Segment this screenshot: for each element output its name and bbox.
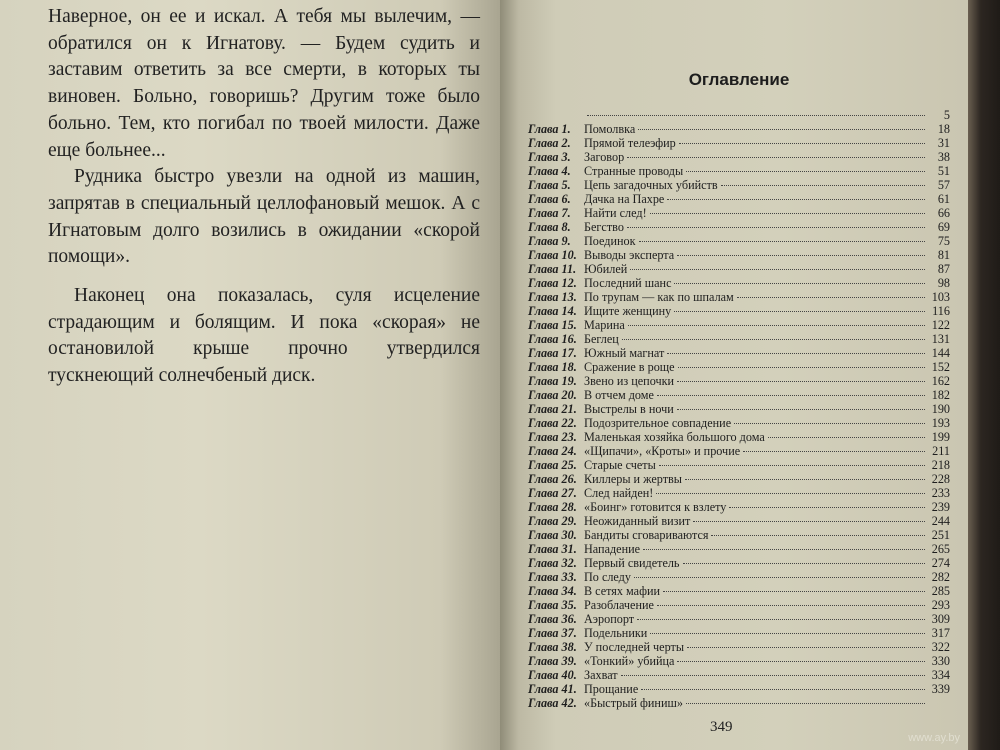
toc-entry xyxy=(528,220,950,234)
toc-page-number: 69 xyxy=(937,220,950,234)
toc-entry xyxy=(528,276,950,290)
toc-entry xyxy=(528,416,950,430)
toc-chapter-number: Глава 14. xyxy=(528,304,577,318)
toc-entry xyxy=(528,248,950,262)
toc-page-number: 116 xyxy=(932,304,950,318)
toc-chapter-title: Южный магнат xyxy=(584,346,665,360)
toc-chapter-title: У последней черты xyxy=(584,640,685,654)
toc-chapter-title: Разоблачение xyxy=(584,598,654,612)
toc-chapter-title: Заговор xyxy=(584,150,625,164)
toc-chapter-title: Помолвка xyxy=(584,122,636,136)
toc-entry xyxy=(528,346,950,360)
toc-entry xyxy=(528,430,950,444)
toc-entry xyxy=(528,374,950,388)
toc-chapter-number: Глава 23. xyxy=(528,430,577,444)
toc-chapter-title: Прямой телеэфир xyxy=(584,136,676,150)
toc-entry xyxy=(528,514,950,528)
toc-chapter-number: Глава 38. xyxy=(528,640,577,654)
toc-chapter-number: Глава 25. xyxy=(528,458,577,472)
toc-leader-dots xyxy=(667,199,925,200)
toc-chapter-number: Глава 3. xyxy=(528,150,571,164)
toc-leader-dots xyxy=(630,269,925,270)
toc-chapter-title: Звено из цепочки xyxy=(584,374,675,388)
toc-chapter-title: «Щипачи», «Кроты» и прочие xyxy=(584,444,741,458)
toc-entry xyxy=(528,696,950,710)
toc-leader-dots xyxy=(693,521,925,522)
toc-entry xyxy=(528,528,950,542)
toc-page-number: 330 xyxy=(931,654,950,668)
toc-page-number: 211 xyxy=(932,444,950,458)
toc-leader-dots xyxy=(677,255,925,256)
toc-chapter-number: Глава 27. xyxy=(528,486,577,500)
toc-chapter-title: Неожиданный визит xyxy=(584,514,691,528)
toc-chapter-title: Подозрительное совпадение xyxy=(584,416,732,430)
toc-page-number: 5 xyxy=(943,108,950,122)
toc-page-number: 103 xyxy=(931,290,950,304)
toc-chapter-number: Глава 16. xyxy=(528,332,577,346)
toc-chapter-number: Глава 29. xyxy=(528,514,577,528)
toc-page-number: 274 xyxy=(931,556,950,570)
toc-entry xyxy=(528,192,950,206)
toc-page-number: 317 xyxy=(931,626,950,640)
toc-chapter-title: Поединок xyxy=(584,234,636,248)
toc-leader-dots xyxy=(683,563,926,564)
toc-leader-dots xyxy=(657,605,925,606)
toc-chapter-number: Глава 6. xyxy=(528,192,571,206)
toc-chapter-number: Глава 22. xyxy=(528,416,577,430)
toc-chapter-number: Глава 26. xyxy=(528,472,577,486)
toc-chapter-number: Глава 11. xyxy=(528,262,577,276)
toc-chapter-number: Глава 31. xyxy=(528,542,577,556)
toc-entry xyxy=(528,570,950,584)
toc-entry xyxy=(528,598,950,612)
toc-entry xyxy=(528,136,950,150)
toc-page-number: 61 xyxy=(937,192,950,206)
toc-entry xyxy=(528,556,950,570)
toc-chapter-number: Глава 41. xyxy=(528,682,577,696)
toc-entry xyxy=(528,262,950,276)
toc-page-number: 309 xyxy=(931,612,950,626)
toc-leader-dots xyxy=(711,535,925,536)
toc-chapter-title: Первый свидетель xyxy=(584,556,680,570)
toc-page-number: 66 xyxy=(937,206,950,220)
toc-leader-dots xyxy=(638,129,925,130)
toc-chapter-number: Глава 33. xyxy=(528,570,577,584)
paragraph-2: Рудника быстро увезли на одной из машин, запрятав в специальный целлофановый мешок. А с Игнатовым долго возились в ожидании «скорой помощи». xyxy=(48,166,480,268)
toc-entry xyxy=(528,542,950,556)
toc-entry xyxy=(528,486,950,500)
toc-page-number: 228 xyxy=(931,472,950,486)
toc-page-number: 75 xyxy=(937,234,950,248)
paragraph-3: Наконец она показалась, суля исцеление страдающим и болящим. И пока «скорая» не остановилой крыше прочно утвердился тускнеющий солнечбеный диск. xyxy=(48,285,480,387)
page-number: 349 xyxy=(710,719,733,735)
toc-leader-dots xyxy=(659,465,925,466)
toc-chapter-title: В сетях мафии xyxy=(584,584,661,598)
toc-page-number: 144 xyxy=(931,346,950,360)
toc-entry xyxy=(528,122,950,136)
toc-page-number: 282 xyxy=(931,570,950,584)
toc-entry xyxy=(528,332,950,346)
toc-entry xyxy=(528,150,950,164)
toc-leader-dots xyxy=(657,395,925,396)
toc-entry xyxy=(528,234,950,248)
toc-page-number: 218 xyxy=(931,458,950,472)
toc-chapter-number: Глава 34. xyxy=(528,584,577,598)
toc-chapter-number: Глава 19. xyxy=(528,374,577,388)
toc-leader-dots xyxy=(627,227,925,228)
toc-chapter-title: По трупам — как по шпалам xyxy=(584,290,734,304)
toc-entry xyxy=(528,584,950,598)
toc-leader-dots xyxy=(628,325,925,326)
toc-chapter-title: «Боинг» готовится к взлету xyxy=(584,500,727,514)
toc-leader-dots xyxy=(679,143,925,144)
toc-chapter-title: Юбилей xyxy=(584,262,628,276)
toc-chapter-title: Беглец xyxy=(584,332,619,346)
toc-leader-dots xyxy=(663,591,925,592)
toc-leader-dots xyxy=(643,549,925,550)
toc-chapter-number: Глава 10. xyxy=(528,248,577,262)
toc-chapter-number: Глава 13. xyxy=(528,290,577,304)
toc-leader-dots xyxy=(686,171,925,172)
toc-page-number: 293 xyxy=(931,598,950,612)
toc-chapter-title: Ищите женщину xyxy=(584,304,672,318)
toc-chapter-number: Глава 30. xyxy=(528,528,577,542)
toc-chapter-number: Глава 20. xyxy=(528,388,577,402)
toc-chapter-number: Глава 37. xyxy=(528,626,577,640)
toc-entry xyxy=(528,108,950,122)
toc-chapter-title: Аэропорт xyxy=(584,612,635,626)
toc-chapter-number: Глава 24. xyxy=(528,444,577,458)
toc-page-number: 244 xyxy=(931,514,950,528)
toc-chapter-number: Глава 5. xyxy=(528,178,571,192)
toc-chapter-number: Глава 21. xyxy=(528,402,577,416)
toc-leader-dots xyxy=(685,479,925,480)
toc-entry xyxy=(528,472,950,486)
toc-page-number: 152 xyxy=(931,360,950,374)
toc-leader-dots xyxy=(667,353,925,354)
toc-entry xyxy=(528,388,950,402)
toc-chapter-title: Последний шанс xyxy=(584,276,672,290)
toc-chapter-number: Глава 40. xyxy=(528,668,577,682)
toc-leader-dots xyxy=(656,493,925,494)
toc-entry xyxy=(528,500,950,514)
toc-entry xyxy=(528,444,950,458)
toc-chapter-number: Глава 12. xyxy=(528,276,577,290)
toc-chapter-title: След найден! xyxy=(584,486,654,500)
toc-chapter-number: Глава 15. xyxy=(528,318,577,332)
toc-chapter-number: Глава 9. xyxy=(528,234,571,248)
toc-page-number: 38 xyxy=(937,150,950,164)
toc-entry xyxy=(528,458,950,472)
toc-chapter-title: По следу xyxy=(584,570,631,584)
toc-page-number: 51 xyxy=(937,164,950,178)
toc-entry xyxy=(528,360,950,374)
toc-chapter-number: Глава 32. xyxy=(528,556,577,570)
toc-chapter-number: Глава 36. xyxy=(528,612,577,626)
toc-leader-dots xyxy=(768,437,925,438)
paragraph-1: Наверное, он ее и искал. А тебя мы вылечим, — обратился он к Игнатову. — Будем судить и заставим ответить за все смерти, в которых ты виновен. Больно, говоришь? Другим тоже было больно. Тем, кто погибал по твоей милости. Даже еще больнее... xyxy=(48,6,480,161)
toc-leader-dots xyxy=(650,633,925,634)
toc-chapter-title: Сражение в роще xyxy=(584,360,675,374)
toc-page-number: 199 xyxy=(931,430,950,444)
toc-chapter-title: Выстрелы в ночи xyxy=(584,402,674,416)
toc-page-number: 339 xyxy=(931,682,950,696)
toc-chapter-title: Бегство xyxy=(584,220,624,234)
toc-entry xyxy=(528,178,950,192)
toc-page-number: 265 xyxy=(931,542,950,556)
toc-chapter-title: Бандиты сговариваются xyxy=(584,528,709,542)
toc-chapter-number: Глава 35. xyxy=(528,598,577,612)
toc-entry xyxy=(528,612,950,626)
toc-chapter-number: Глава 4. xyxy=(528,164,571,178)
book-cover-edge xyxy=(968,0,1000,750)
toc-chapter-title: Киллеры и жертвы xyxy=(584,472,682,486)
toc-leader-dots xyxy=(641,689,925,690)
toc-chapter-title: В отчем доме xyxy=(584,388,654,402)
toc-chapter-title: Старые счеты xyxy=(584,458,656,472)
toc-entry xyxy=(528,304,950,318)
toc-chapter-title: «Быстрый финиш» xyxy=(584,696,683,710)
toc-page-number: 87 xyxy=(937,262,950,276)
toc-chapter-title: Нападение xyxy=(584,542,641,556)
toc-entry xyxy=(528,626,950,640)
toc-leader-dots xyxy=(627,157,925,158)
toc-page-number: 98 xyxy=(937,276,950,290)
toc-entry xyxy=(528,682,950,696)
toc-chapter-number: Глава 28. xyxy=(528,500,577,514)
toc-page-number: 122 xyxy=(931,318,950,332)
toc-chapter-title: Выводы эксперта xyxy=(584,248,675,262)
toc-chapter-title: Странные проводы xyxy=(584,164,684,178)
toc-chapter-title: Марина xyxy=(584,318,625,332)
toc-page-number: 334 xyxy=(931,668,950,682)
right-page xyxy=(500,0,968,750)
toc-leader-dots xyxy=(737,297,925,298)
toc-page-number: 18 xyxy=(937,122,950,136)
toc-entry xyxy=(528,290,950,304)
toc-leader-dots xyxy=(686,703,925,704)
toc-leader-dots xyxy=(634,577,925,578)
toc-chapter-number: Глава 18. xyxy=(528,360,577,374)
toc-chapter-title: Найти след! xyxy=(584,206,647,220)
toc-leader-dots xyxy=(721,185,925,186)
toc-chapter-number: Глава 2. xyxy=(528,136,571,150)
toc-page-number: 285 xyxy=(931,584,950,598)
toc-leader-dots xyxy=(678,367,925,368)
watermark: www.ay.by xyxy=(908,732,960,744)
toc-title: Оглавление xyxy=(688,70,790,89)
toc-chapter-number: Глава 17. xyxy=(528,346,577,360)
toc-leader-dots xyxy=(587,115,925,116)
toc-page-number: 131 xyxy=(931,332,950,346)
toc-page-number: 31 xyxy=(937,136,950,150)
toc-chapter-title: Цепь загадочных убийств xyxy=(584,178,718,192)
toc-chapter-title: Подельники xyxy=(584,626,648,640)
toc-leader-dots xyxy=(743,451,925,452)
toc-entry xyxy=(528,640,950,654)
toc-leader-dots xyxy=(637,619,925,620)
toc-chapter-title: «Тонкий» убийца xyxy=(584,654,675,668)
toc-leader-dots xyxy=(674,311,925,312)
toc-chapter-title: Прощание xyxy=(584,682,639,696)
toc-page-number: 182 xyxy=(931,388,950,402)
toc-page-number: 81 xyxy=(937,248,950,262)
toc-leader-dots xyxy=(677,661,925,662)
toc-entry xyxy=(528,164,950,178)
toc-page-number: 190 xyxy=(931,402,950,416)
toc-entry xyxy=(528,318,950,332)
toc-leader-dots xyxy=(734,423,925,424)
toc-page-number: 57 xyxy=(937,178,950,192)
toc-leader-dots xyxy=(621,675,925,676)
toc-chapter-title: Дачка на Пахре xyxy=(584,192,665,206)
toc-chapter-number: Глава 7. xyxy=(528,206,571,220)
toc-leader-dots xyxy=(639,241,925,242)
toc-chapter-title: Маленькая хозяйка большого дома xyxy=(584,430,765,444)
toc-page-number: 239 xyxy=(931,500,950,514)
table-of-contents xyxy=(528,108,950,710)
toc-chapter-title: Захват xyxy=(584,668,618,682)
toc-entry xyxy=(528,206,950,220)
toc-leader-dots xyxy=(677,409,925,410)
toc-page-number: 322 xyxy=(931,640,950,654)
toc-chapter-number: Глава 39. xyxy=(528,654,577,668)
toc-leader-dots xyxy=(674,283,925,284)
toc-page-number: 193 xyxy=(931,416,950,430)
toc-leader-dots xyxy=(687,647,925,648)
toc-entry xyxy=(528,668,950,682)
toc-leader-dots xyxy=(622,339,925,340)
toc-entry xyxy=(528,402,950,416)
toc-leader-dots xyxy=(677,381,925,382)
toc-entry xyxy=(528,654,950,668)
toc-chapter-number: Глава 1. xyxy=(528,122,571,136)
toc-page-number: 162 xyxy=(931,374,950,388)
toc-leader-dots xyxy=(650,213,925,214)
toc-page-number: 251 xyxy=(931,528,950,542)
toc-chapter-number: Глава 42. xyxy=(528,696,577,710)
toc-page-number: 233 xyxy=(931,486,950,500)
toc-leader-dots xyxy=(729,507,925,508)
toc-chapter-number: Глава 8. xyxy=(528,220,571,234)
